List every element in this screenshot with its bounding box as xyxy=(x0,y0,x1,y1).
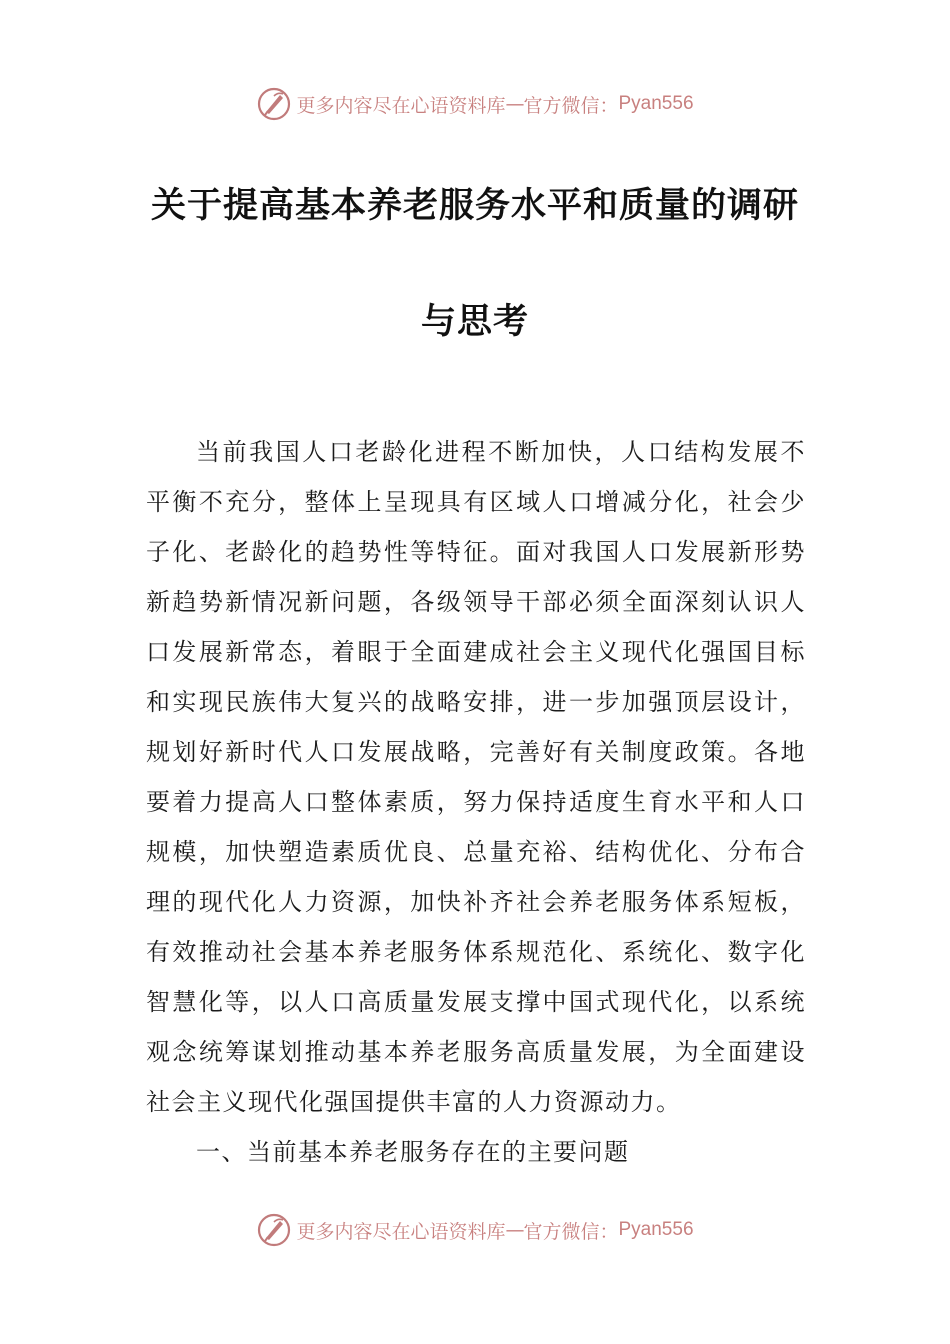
watermark-dash: — xyxy=(505,1219,524,1241)
quill-pen-logo-icon xyxy=(256,1212,292,1248)
section-heading: 一、当前基本养老服务存在的主要问题 xyxy=(196,1138,630,1166)
watermark-official-label: 官方微信： xyxy=(523,94,619,117)
body-paragraph: 当前我国人口老龄化进程不断加快，人口结构发展不平衡不充分，整体上呈现具有区域人口增减分化，社会少子化、老龄化的趋势性等特征。面对我国人口发展新形势新趋势新情况新问题，各级领导干部必须全面深刻认识人口发展新常态，着眼于全面建成社会主义现代化强国目标和实现民族伟大复兴的战略安排，进一步加强顶层设计，规划好新时代人口发展战略，完善好有关制度政策。各地要着力提高人口整体素质，努力保持适度生育水平和人口规模，加快塑造素质优良、总量充裕、结构优化、分布合理的现代化人力资源，加快补齐社会养老服务体系短板，有效推动社会基本养老服务体系规范化、系统化、数字化智慧化等，以人口高质量发展支撑中国式现代化，以系统观念统筹谋划推动基本养老服务高质量发展，为全面建设社会主义现代化强国提供丰富的人力资源动力。 xyxy=(146,438,806,1116)
document-body xyxy=(146,427,806,1177)
watermark-wechat-id: Pyan556 xyxy=(618,1219,694,1240)
watermark-main-text: 更多内容尽在心语资料库 xyxy=(296,1220,506,1243)
watermark-dash: — xyxy=(505,93,524,115)
watermark-main-text: 更多内容尽在心语资料库 xyxy=(296,94,506,117)
watermark-footer xyxy=(0,1210,950,1250)
document-title-line1: 关于提高基本养老服务水平和质量的调研 xyxy=(150,186,799,226)
document-title-line2: 与思考 xyxy=(420,302,529,342)
watermark-official-label: 官方微信： xyxy=(523,1220,619,1243)
quill-pen-logo-icon xyxy=(256,86,292,122)
watermark-header xyxy=(0,84,950,124)
watermark-wechat-id: Pyan556 xyxy=(618,93,694,114)
